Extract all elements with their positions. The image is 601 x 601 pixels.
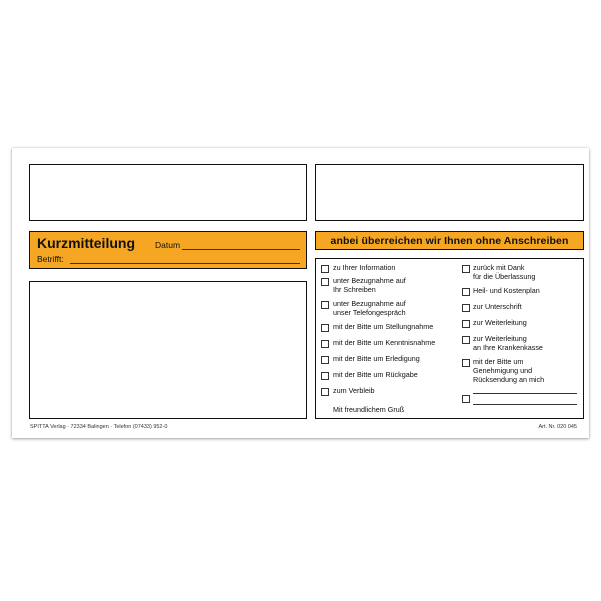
checklist-box (315, 258, 584, 419)
banner-text: anbei überreichen wir Ihnen ohne Anschreiben (330, 235, 569, 247)
content-box-left (29, 281, 307, 419)
datum-label: Datum (155, 240, 181, 250)
betrifft-line[interactable] (70, 263, 300, 264)
anschreiben-banner (315, 231, 584, 250)
form-sheet (12, 148, 589, 438)
checklist-item-left-label: unter Bezugnahme auf Ihr Schreiben (333, 276, 406, 294)
checklist-item-left-checkbox[interactable] (321, 278, 329, 286)
address-box-right (315, 164, 584, 221)
checklist-item-right-checkbox[interactable] (462, 288, 470, 296)
checklist-item-left-label: zu Ihrer Information (333, 263, 396, 272)
checklist-item-right-label: zurück mit Dank für die Überlassung (473, 263, 536, 281)
checklist-item-left-checkbox[interactable] (321, 265, 329, 273)
checklist-item-left-checkbox[interactable] (321, 340, 329, 348)
address-box-left (29, 164, 307, 221)
kurzmitteilung-banner (29, 231, 307, 269)
checklist-item-right-checkbox[interactable] (462, 336, 470, 344)
checklist-item-right-label: Heil- und Kostenplan (473, 286, 540, 295)
footer-publisher: SPITTA Verlag · 72334 Balingen · Telefon (07433) 952-0 (30, 424, 168, 430)
footer-article-number: Art. Nr. 020 045 (538, 424, 577, 430)
checklist-item-left-checkbox[interactable] (321, 301, 329, 309)
checklist-item-left-label: mit der Bitte um Stellungnahme (333, 322, 434, 331)
checklist-item-left-label: mit der Bitte um Kenntnisnahme (333, 338, 436, 347)
extra-checkbox[interactable] (462, 395, 470, 403)
closing-text: Mit freundlichem Gruß (333, 405, 405, 414)
checklist-item-right-label: zur Weiterleitung an Ihre Krankenkasse (473, 334, 543, 352)
checklist-item-right-label: zur Weiterleitung (473, 318, 527, 327)
checklist-item-left-label: mit der Bitte um Rückgabe (333, 370, 418, 379)
betrifft-label: Betrifft: (37, 254, 64, 264)
checklist-item-left-label: zum Verbleib (333, 386, 375, 395)
checklist-item-right-checkbox[interactable] (462, 320, 470, 328)
extra-line-2[interactable] (473, 404, 577, 405)
checklist-item-right-checkbox[interactable] (462, 304, 470, 312)
checklist-item-left-checkbox[interactable] (321, 356, 329, 364)
checklist-item-left-checkbox[interactable] (321, 388, 329, 396)
checklist-item-left-label: mit der Bitte um Erledigung (333, 354, 420, 363)
checklist-item-right-label: mit der Bitte um Genehmigung und Rücksendung an mich (473, 357, 545, 384)
checklist-item-left-label: unter Bezugnahme auf unser Telefongespräch (333, 299, 406, 317)
checklist-item-left-checkbox[interactable] (321, 324, 329, 332)
checklist-item-right-checkbox[interactable] (462, 359, 470, 367)
checklist-item-right-checkbox[interactable] (462, 265, 470, 273)
form-title: Kurzmitteilung (37, 235, 135, 251)
checklist-item-right-label: zur Unterschrift (473, 302, 522, 311)
extra-line-1[interactable] (473, 393, 577, 394)
datum-line[interactable] (182, 249, 300, 250)
checklist-item-left-checkbox[interactable] (321, 372, 329, 380)
